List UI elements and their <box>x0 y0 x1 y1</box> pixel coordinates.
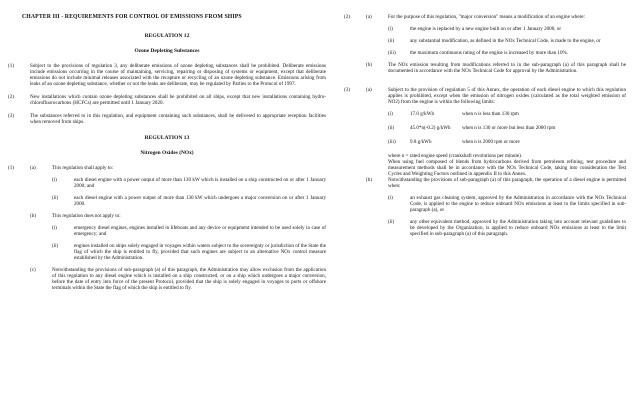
regulation-13-subtitle: Nitrogen Oxides (NOx) <box>140 150 194 157</box>
paragraph-text: New installations which contain ozone depleting substances shall be prohibited on all ships, except that new installations containing hydro-chlorofluorocarbons (HCFCs) are permitted until 1 January 2020. <box>30 93 326 106</box>
paragraph-number: (2) <box>8 93 14 100</box>
limit-condition: when n is 130 or more but less than 2000 rpm <box>462 125 556 131</box>
nox-limit-row <box>388 139 626 145</box>
subparagraph-b <box>30 213 326 219</box>
subparagraph-b <box>366 62 626 74</box>
subparagraph-label: (a) <box>366 87 372 93</box>
subparagraph-b <box>366 177 626 189</box>
regulation-12-subtitle: Ozone Depleting Substances <box>134 48 200 55</box>
limit-condition: when n is 2000 rpm or more <box>462 139 520 145</box>
item-label: (i) <box>388 26 393 32</box>
item-label: (i) <box>388 195 393 201</box>
item-a-i <box>52 177 326 189</box>
item-label: (ii) <box>52 194 59 201</box>
item-label: (ii) <box>52 242 59 249</box>
reg13-paragraph-2 <box>344 14 626 80</box>
reg12-paragraph-3 <box>8 113 326 125</box>
item-text: an exhaust gas cleaning system, approved by the Administration in accordance with the NOx Technical Code, is applied to the engine to reduce onboard NOx emissions at least to the limits specified in sub-paragraph (a), or <box>410 195 626 213</box>
paragraph-number: (1) <box>8 164 14 171</box>
item-label: (ii) <box>388 38 395 44</box>
chapter-title: CHAPTER III - REQUIREMENTS FOR CONTROL OF EMISSIONS FROM SHIPS <box>22 14 242 20</box>
left-column <box>8 14 326 304</box>
paragraph-number: (3) <box>8 112 14 119</box>
item-label: (i) <box>52 224 57 231</box>
item-label: (ii) <box>388 125 395 131</box>
subparagraph-label: (c) <box>30 266 36 273</box>
subparagraph-c <box>30 267 326 291</box>
item-text: any other equivalent method, approved by the Administration taking into account relevant guidelines to be developed by the Organization, is applied to reduce onboard NOx emissions at least to the limit specified in sub-paragraph (a) of this paragraph. <box>410 219 626 237</box>
subparagraph-text: Notwithstanding the provisions of sub-paragraph (a) of this paragraph, the operation of a diesel engine is permitted when: <box>388 177 626 189</box>
subparagraph-label: (a) <box>366 14 372 20</box>
reg12-paragraph-2 <box>8 94 326 106</box>
paragraph-number: (2) <box>344 14 350 20</box>
item-label: (iii) <box>388 139 396 145</box>
subparagraph-text: The NOx emission resulting from modifications referred to in the sub-paragraph (a) of this paragraph shall be documented in accordance with the NOx Technical Code for approval by the Administration. <box>388 62 626 74</box>
limit-condition: when n is less than 130 rpm <box>462 111 519 117</box>
item-text: emergency diesel engines, engines installed in lifeboats and any device or equipment intended to be used solely in case of emergency; and <box>74 224 326 237</box>
item-text: any substantial modification, as defined in the NOx Technical Code, is made to the engine, or <box>410 38 601 44</box>
paragraph-text: Subject to the provisions of regulation 3, any deliberate emissions of ozone depleting substances shall be prohibited. Deliberate emissions include emissions occurring in the course of maintaining, servicing, repairing or disposing of systems or equipment, except that deliberate emissions do not include minimal releases associated with the recapture or recycling of an ozone depleting substance. Emissions arising from leaks of an ozone depleting substance, whether or not the leaks are deliberate, may be regulated by Parties to the Protocol of 1997. <box>30 62 326 87</box>
paragraph-number: (1) <box>8 62 14 69</box>
nox-limit-row <box>388 111 626 117</box>
nox-limit-row <box>388 125 626 131</box>
subparagraph-a <box>366 87 626 105</box>
subparagraph-label: (b) <box>30 212 36 219</box>
subparagraph-text: Subject to the provision of regulation 5 of this Annex, the operation of each diesel engine to which this regulation applies is prohibited, except when the emission of nitrogen oxides (calculated as the total weighted emission of NO2) from the engine is within the following limits: <box>388 87 626 105</box>
item-text: engines installed on ships solely engaged in voyages within waters subject to the sovereignty or jurisdiction of the State the flag of which the ship is entitled to fly, provided that such engines are subject to an alternative NOx control measure established by the Administration. <box>74 242 326 261</box>
reg12-paragraph-1 <box>8 63 326 87</box>
right-column <box>344 14 626 250</box>
regulation-12-title: REGULATION 12 <box>144 32 190 39</box>
subparagraph-label: (a) <box>30 164 36 171</box>
limit-value: 45.0*n(-0.2) g/kWh <box>410 125 451 131</box>
paragraph-text: The substances referred to in this regulation, and equipment containing such substances, shall be delivered to appropriate reception facilities when removed from ships. <box>30 112 326 125</box>
rated-speed-note: where n = rated engine speed (crankshaft revolutions per minute). <box>388 153 523 159</box>
subparagraph-a <box>366 14 626 20</box>
item-label: (iii) <box>388 50 396 56</box>
item-b-ii <box>388 219 626 237</box>
regulation-13-title: REGULATION 13 <box>144 134 190 141</box>
reg13-paragraph-1 <box>8 165 326 297</box>
item-a-i <box>388 26 626 32</box>
item-label: (i) <box>52 176 57 183</box>
item-b-ii <box>52 243 326 261</box>
item-b-i <box>52 225 326 237</box>
subparagraph-text: This regulation shall apply to: <box>52 164 114 171</box>
item-label: (i) <box>388 111 393 117</box>
subparagraph-label: (b) <box>366 177 372 183</box>
paragraph-number: (3) <box>344 87 350 93</box>
item-a-ii <box>388 38 626 44</box>
subparagraph-text: For the purpose of this regulation, "major conversion" means a modification of an engine where: <box>388 14 585 20</box>
item-b-i <box>388 195 626 213</box>
reg13-paragraph-3 <box>344 87 626 243</box>
limit-value: 9.8 g/kWh <box>410 139 432 145</box>
item-label: (ii) <box>388 219 395 225</box>
item-text: the engine is replaced by a new engine built on or after 1 January 2000, or <box>410 26 562 32</box>
subparagraph-text: Notwithstanding the provisions of sub-paragraph (a) of this paragraph, the Administration may allow exclusion from the application of this regulation to any diesel engine which is installed on a ship constructed, or on a ship which undergoes a major conversion, before the date of entry into force of the present Protocol, provided that the ship is solely engaged in voyages to ports or offshore terminals within the State the flag of which the ship is entitled to fly. <box>52 266 326 291</box>
subparagraph-a <box>30 165 326 171</box>
item-a-ii <box>52 195 326 207</box>
subparagraph-text: This regulation does not apply to: <box>52 212 121 219</box>
limit-value: 17.0 g/kWh <box>410 111 435 117</box>
item-text: each diesel engine with a power output of more than 130 kW which undergoes a major conversion on or after 1 January 2000. <box>74 194 326 207</box>
item-text: the maximum continuous rating of the engine is increased by more than 10%. <box>410 50 569 56</box>
subparagraph-label: (b) <box>366 62 372 68</box>
fuel-blend-note: When using fuel composed of blends from hydrocarbons derived from petroleum refining, test procedure and measurement methods shall be in accordance with the NOx Technical Code, taking into consideration the Test Cycles and Weighting Factors outlined in appendix II to this Annex. <box>388 159 626 177</box>
item-text: each diesel engine with a power output of more than 130 kW which is installed on a ship constructed on or after 1 January 2000; and <box>74 176 326 189</box>
item-a-iii <box>388 50 626 56</box>
